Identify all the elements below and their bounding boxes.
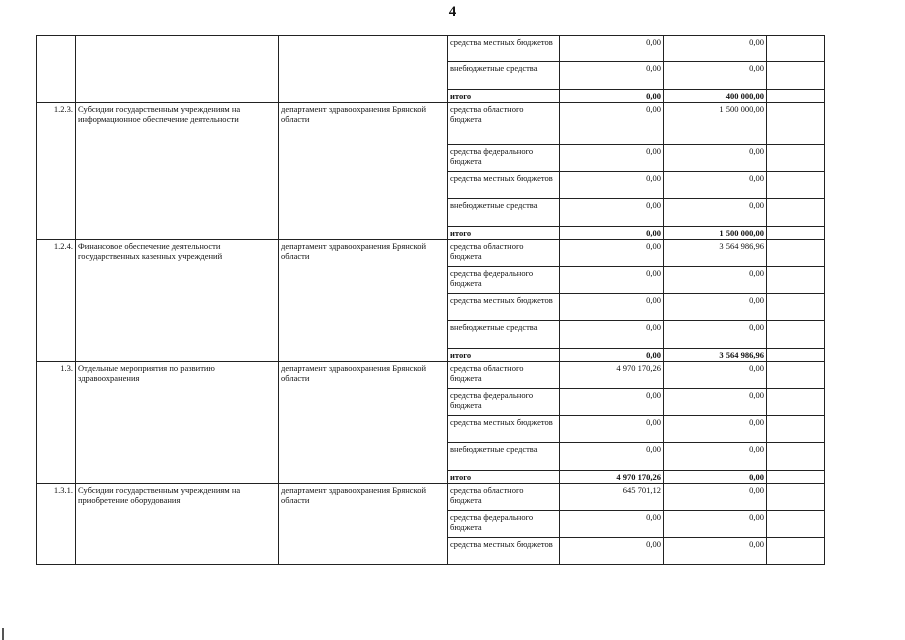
funding-source: средства областного бюджета [448, 240, 560, 267]
funding-source: средства местных бюджетов [448, 172, 560, 199]
empty-cell [767, 145, 825, 172]
amount-col-1: 0,00 [560, 36, 664, 62]
funding-source: средства местных бюджетов [448, 294, 560, 321]
empty-cell [767, 240, 825, 267]
amount-col-1: 0,00 [560, 349, 664, 362]
funding-source: внебюджетные средства [448, 443, 560, 471]
amount-col-1: 0,00 [560, 240, 664, 267]
item-executor [279, 36, 448, 103]
amount-col-2: 3 564 986,96 [664, 240, 767, 267]
item-name: Отдельные мероприятия по развитию здравоохранения [76, 362, 279, 484]
empty-cell [767, 267, 825, 294]
funding-source: средства местных бюджетов [448, 36, 560, 62]
item-executor: департамент здравоохранения Брянской области [279, 240, 448, 362]
funding-source: внебюджетные средства [448, 62, 560, 90]
page-number: 4 [448, 4, 457, 20]
amount-col-1: 0,00 [560, 511, 664, 538]
amount-col-1: 645 701,12 [560, 484, 664, 511]
item-name: Субсидии государственным учреждениям на информационное обеспечение деятельности [76, 103, 279, 240]
amount-col-1: 0,00 [560, 538, 664, 565]
item-number: 1.3.1. [37, 484, 76, 565]
amount-col-1: 4 970 170,26 [560, 471, 664, 484]
empty-cell [767, 538, 825, 565]
funding-source: средства областного бюджета [448, 103, 560, 145]
amount-col-2: 0,00 [664, 389, 767, 416]
funding-source: средства местных бюджетов [448, 538, 560, 565]
item-number: 1.2.4. [37, 240, 76, 362]
amount-col-2: 0,00 [664, 484, 767, 511]
amount-col-2: 0,00 [664, 511, 767, 538]
funding-source: итого [448, 349, 560, 362]
empty-cell [767, 199, 825, 227]
budget-table [36, 35, 825, 565]
empty-cell [767, 294, 825, 321]
amount-col-2: 0,00 [664, 62, 767, 90]
amount-col-1: 0,00 [560, 103, 664, 145]
amount-col-1: 0,00 [560, 294, 664, 321]
amount-col-2: 1 500 000,00 [664, 103, 767, 145]
empty-cell [767, 321, 825, 349]
table-row [37, 484, 825, 511]
amount-col-2: 0,00 [664, 36, 767, 62]
funding-source: итого [448, 471, 560, 484]
empty-cell [767, 227, 825, 240]
empty-cell [767, 62, 825, 90]
amount-col-2: 0,00 [664, 362, 767, 389]
amount-col-1: 0,00 [560, 321, 664, 349]
amount-col-2: 0,00 [664, 321, 767, 349]
empty-cell [767, 362, 825, 389]
amount-col-1: 0,00 [560, 62, 664, 90]
empty-cell [767, 471, 825, 484]
empty-cell [767, 349, 825, 362]
amount-col-1: 0,00 [560, 267, 664, 294]
item-number [37, 36, 76, 103]
amount-col-2: 0,00 [664, 199, 767, 227]
item-name [76, 36, 279, 103]
funding-source: внебюджетные средства [448, 199, 560, 227]
amount-col-1: 0,00 [560, 227, 664, 240]
funding-source: средства федерального бюджета [448, 145, 560, 172]
funding-source: внебюджетные средства [448, 321, 560, 349]
amount-col-2: 0,00 [664, 294, 767, 321]
empty-cell [767, 172, 825, 199]
table-row [37, 36, 825, 62]
amount-col-2: 0,00 [664, 416, 767, 443]
amount-col-1: 0,00 [560, 443, 664, 471]
empty-cell [767, 389, 825, 416]
amount-col-2: 0,00 [664, 145, 767, 172]
funding-source: средства федерального бюджета [448, 267, 560, 294]
amount-col-2: 1 500 000,00 [664, 227, 767, 240]
funding-source: средства местных бюджетов [448, 416, 560, 443]
item-executor: департамент здравоохранения Брянской области [279, 103, 448, 240]
funding-source: средства областного бюджета [448, 484, 560, 511]
budget-table-body [37, 36, 825, 565]
funding-source: средства федерального бюджета [448, 511, 560, 538]
empty-cell [767, 511, 825, 538]
amount-col-1: 0,00 [560, 416, 664, 443]
empty-cell [767, 36, 825, 62]
amount-col-2: 400 000,00 [664, 90, 767, 103]
amount-col-2: 0,00 [664, 267, 767, 294]
amount-col-1: 0,00 [560, 199, 664, 227]
amount-col-1: 4 970 170,26 [560, 362, 664, 389]
empty-cell [767, 443, 825, 471]
table-row [37, 240, 825, 267]
item-executor: департамент здравоохранения Брянской области [279, 484, 448, 565]
item-number: 1.3. [37, 362, 76, 484]
empty-cell [767, 103, 825, 145]
table-row [37, 362, 825, 389]
empty-cell [767, 90, 825, 103]
empty-cell [767, 484, 825, 511]
amount-col-2: 0,00 [664, 538, 767, 565]
scan-edge-mark [2, 628, 4, 640]
amount-col-2: 0,00 [664, 172, 767, 199]
table-row [37, 103, 825, 145]
amount-col-2: 0,00 [664, 443, 767, 471]
amount-col-1: 0,00 [560, 145, 664, 172]
empty-cell [767, 416, 825, 443]
item-executor: департамент здравоохранения Брянской области [279, 362, 448, 484]
item-name: Финансовое обеспечение деятельности государственных казенных учреждений [76, 240, 279, 362]
funding-source: средства федерального бюджета [448, 389, 560, 416]
funding-source: средства областного бюджета [448, 362, 560, 389]
amount-col-1: 0,00 [560, 172, 664, 199]
amount-col-2: 3 564 986,96 [664, 349, 767, 362]
amount-col-2: 0,00 [664, 471, 767, 484]
amount-col-1: 0,00 [560, 389, 664, 416]
funding-source: итого [448, 227, 560, 240]
item-number: 1.2.3. [37, 103, 76, 240]
funding-source: итого [448, 90, 560, 103]
item-name: Субсидии государственным учреждениям на приобретение оборудования [76, 484, 279, 565]
amount-col-1: 0,00 [560, 90, 664, 103]
